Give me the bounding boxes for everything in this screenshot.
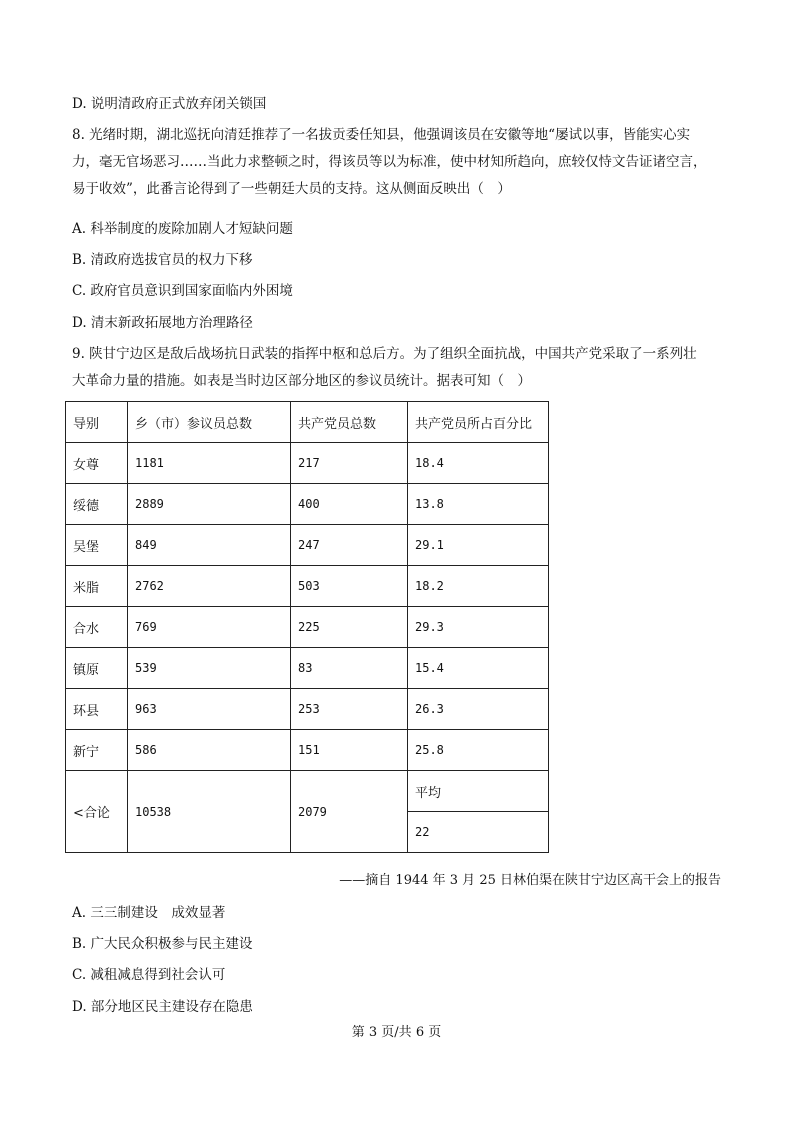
total-members-cell: 10538 [128, 771, 291, 853]
table-total-row [66, 771, 549, 812]
table-cell: 539 [128, 648, 291, 689]
header-cell: 共产党员总数 [291, 402, 408, 443]
header-cell: 乡（市）参议员总数 [128, 402, 291, 443]
q8-stem-line: 8. 光绪时期，湖北巡抚向清廷推荐了一名拔贡委任知县，他强调该员在安徽等地“屡试以事，皆能实心实 [72, 127, 691, 143]
table-row [66, 689, 549, 730]
table-cell: 镇原 [66, 648, 128, 689]
table-cell: 225 [291, 607, 408, 648]
average-value-cell: 22 [408, 812, 549, 853]
table-cell: 1181 [128, 443, 291, 484]
table-source-note: ——摘自 1944 年 3 月 25 日林伯渠在陕甘宁边区高干会上的报告 [339, 873, 721, 888]
q8-stem-line: 力，毫无官场恶习……当此力求整顿之时，得该员等以为标准，使中材知所趋向，庶较仅恃文告证诸空言， [72, 154, 707, 170]
table-cell: 83 [291, 648, 408, 689]
table-cell: 400 [291, 484, 408, 525]
table-row [66, 443, 549, 484]
q8-option-c: C. 政府官员意识到国家面临内外困境 [72, 283, 293, 299]
table-cell: 米脂 [66, 566, 128, 607]
q9-option-d: D. 部分地区民主建设存在隐患 [72, 999, 253, 1015]
table-row [66, 484, 549, 525]
table-cell: 吴堡 [66, 525, 128, 566]
q8-stem-line: 易于收效”，此番言论得到了一些朝廷大员的支持。这从侧面反映出（ ） [72, 181, 511, 197]
table-header-row [66, 402, 549, 443]
table-cell: 女尊 [66, 443, 128, 484]
q8-option-d: D. 清末新政拓展地方治理路径 [72, 315, 253, 331]
q8-option-a: A. 科举制度的废除加剧人才短缺问题 [72, 221, 293, 237]
q9-option-a: A. 三三制建设 成效显著 [72, 905, 226, 921]
table-cell: 963 [128, 689, 291, 730]
table-cell: 2889 [128, 484, 291, 525]
average-label-cell: 平均 [408, 771, 549, 812]
total-cpc-cell: 2079 [291, 771, 408, 853]
header-cell: 共产党员所占百分比 [408, 402, 549, 443]
table-cell: 253 [291, 689, 408, 730]
table-cell: 26.3 [408, 689, 549, 730]
table-cell: 环县 [66, 689, 128, 730]
table-cell: 29.1 [408, 525, 549, 566]
table-row [66, 525, 549, 566]
table-cell: 503 [291, 566, 408, 607]
header-cell: 导别 [66, 402, 128, 443]
table-row [66, 648, 549, 689]
q9-stem-line: 大革命力量的措施。如表是当时边区部分地区的参议员统计。据表可知（ ） [72, 373, 531, 389]
total-label-cell: <合论 [66, 771, 128, 853]
q7-option-d: D. 说明清政府正式放弃闭关锁国 [72, 96, 267, 112]
table-cell: 绥德 [66, 484, 128, 525]
table-cell: 25.8 [408, 730, 549, 771]
q8-stem [72, 122, 728, 203]
table-cell: 247 [291, 525, 408, 566]
q9-stem [72, 341, 728, 395]
table-cell: 18.2 [408, 566, 549, 607]
senator-statistics-table [65, 401, 549, 853]
table-cell: 15.4 [408, 648, 549, 689]
table-cell: 586 [128, 730, 291, 771]
q9-stem-line: 9. 陕甘宁边区是敌后战场抗日武装的指挥中枢和总后方。为了组织全面抗战，中国共产党采取了一系列壮 [72, 346, 697, 362]
q8-option-b: B. 清政府选拔官员的权力下移 [72, 252, 253, 268]
table-row [66, 607, 549, 648]
page-number: 第 3 页/共 6 页 [351, 1025, 442, 1040]
q9-option-b: B. 广大民众积极参与民主建设 [72, 936, 253, 952]
table-row [66, 566, 549, 607]
table-cell: 849 [128, 525, 291, 566]
table-cell: 217 [291, 443, 408, 484]
q9-option-c: C. 减租减息得到社会认可 [72, 967, 226, 983]
table-cell: 2762 [128, 566, 291, 607]
table-row [66, 730, 549, 771]
table-cell: 合水 [66, 607, 128, 648]
table-cell: 13.8 [408, 484, 549, 525]
table-cell: 新宁 [66, 730, 128, 771]
table-cell: 151 [291, 730, 408, 771]
table-cell: 18.4 [408, 443, 549, 484]
table-cell: 769 [128, 607, 291, 648]
table-cell: 29.3 [408, 607, 549, 648]
